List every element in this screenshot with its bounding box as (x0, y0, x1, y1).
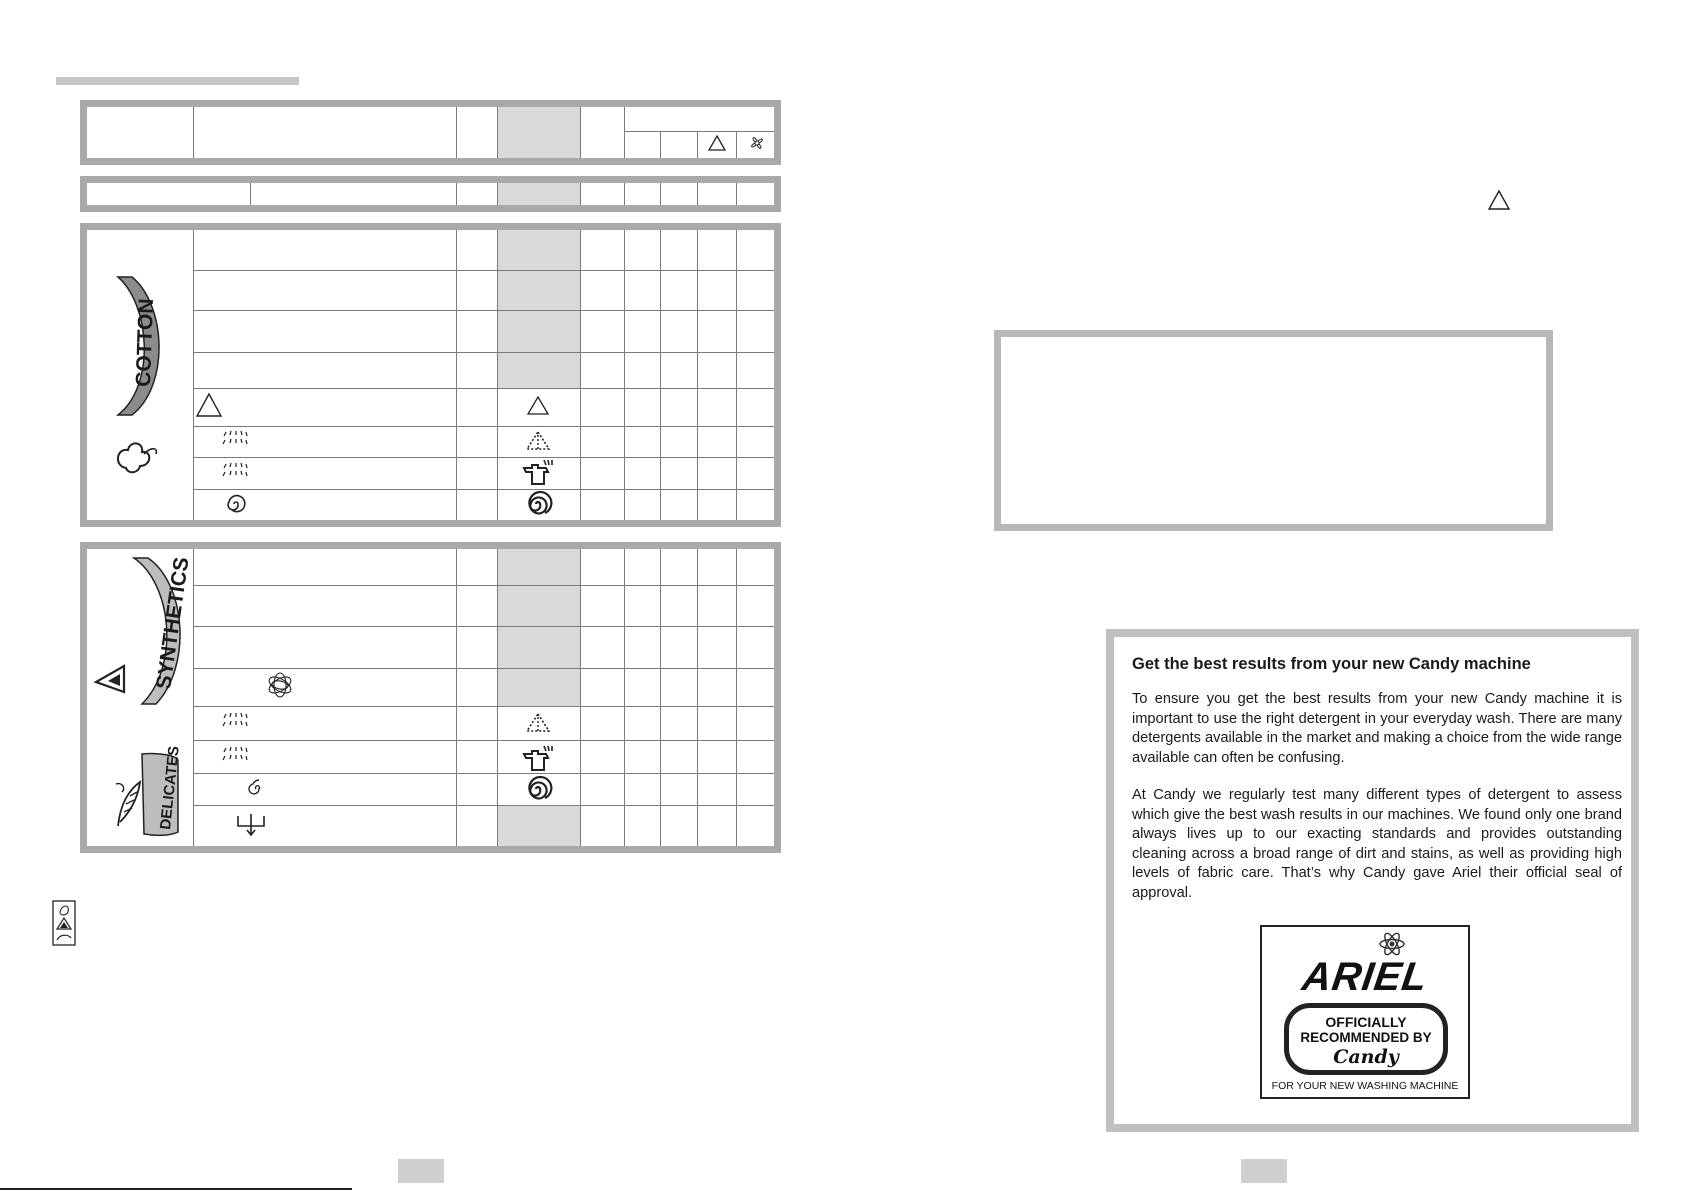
detergent-advert (1106, 629, 1639, 1132)
ariel-atom-logo-icon (1378, 933, 1406, 955)
cotton-shaded-column (497, 230, 580, 388)
table-subheader-frame (80, 176, 781, 212)
footer-rule (0, 1188, 352, 1190)
spin-spiral-icon (246, 778, 268, 800)
synthetics-shaded-column (497, 549, 580, 706)
fan-icon (748, 134, 766, 152)
page-number-right (1241, 1159, 1287, 1183)
cotton-section-frame (80, 223, 781, 527)
seal-footer: FOR YOUR NEW WASHING MACHINE (1271, 1080, 1459, 1092)
spin-icon (524, 775, 552, 803)
section-rule (56, 77, 299, 85)
wool-icon (265, 670, 295, 700)
rinse-spray-icon (222, 746, 248, 764)
spin-icon (524, 490, 552, 518)
triangle-icon (708, 135, 726, 151)
cotton-label: COTTON (132, 298, 159, 388)
rinse-icon (525, 711, 551, 733)
rinse-spray-icon (222, 430, 248, 448)
synthetics-ribbon (128, 555, 194, 706)
cotton-ribbon (110, 275, 170, 417)
spin-spiral-icon (224, 492, 248, 516)
triangle-icon (1488, 190, 1510, 210)
cotton-plant-icon (112, 438, 160, 476)
iron-icon (94, 664, 128, 694)
advert-paragraph-2: At Candy we regularly test many different types of detergent to assess which give the best wash results in our machines. We found only one brand always lives up to our exacting standards and provides outstanding cleaning across a broad range of dirt and stains, as well as providing high levels of fabric care. That’s why Candy gave Ariel their official seal of approval. (1132, 787, 1622, 901)
recommended-stamp (1284, 1003, 1448, 1075)
fabric-legend-icon (52, 900, 76, 946)
rinse-icon (525, 429, 551, 451)
softener-icon (522, 744, 556, 772)
triangle-icon (196, 393, 222, 417)
stamp-line-2: RECOMMENDED BY (1300, 1030, 1432, 1045)
table-header-frame (80, 100, 781, 165)
advert-paragraph-1: To ensure you get the best results from your new Candy machine it is important to use the right detergent in your everyday wash. There are many detergents available in the market and making a choice from the wide range available can often be confusing. (1132, 691, 1622, 766)
softener-icon (522, 458, 556, 486)
header-shaded-column (497, 107, 580, 158)
delicates-ribbon (140, 745, 183, 838)
triangle-icon (527, 396, 549, 415)
delicates-label: DELICATES (157, 745, 183, 831)
info-box (994, 330, 1553, 531)
ariel-seal (1260, 925, 1470, 1099)
advert-heading: Get the best results from your new Candy machine (1132, 655, 1531, 673)
synthetics-label: SYNTHETICS (152, 555, 194, 691)
feather-icon (112, 778, 144, 830)
candy-logo: Candy (1333, 1046, 1399, 1068)
ariel-brand: ARIEL (1299, 955, 1431, 999)
rinse-spray-icon (222, 462, 248, 480)
rinse-spray-icon (222, 712, 248, 730)
drain-icon (236, 812, 266, 838)
stamp-line-1: OFFICIALLY (1325, 1014, 1407, 1030)
page-number-left (398, 1159, 444, 1183)
